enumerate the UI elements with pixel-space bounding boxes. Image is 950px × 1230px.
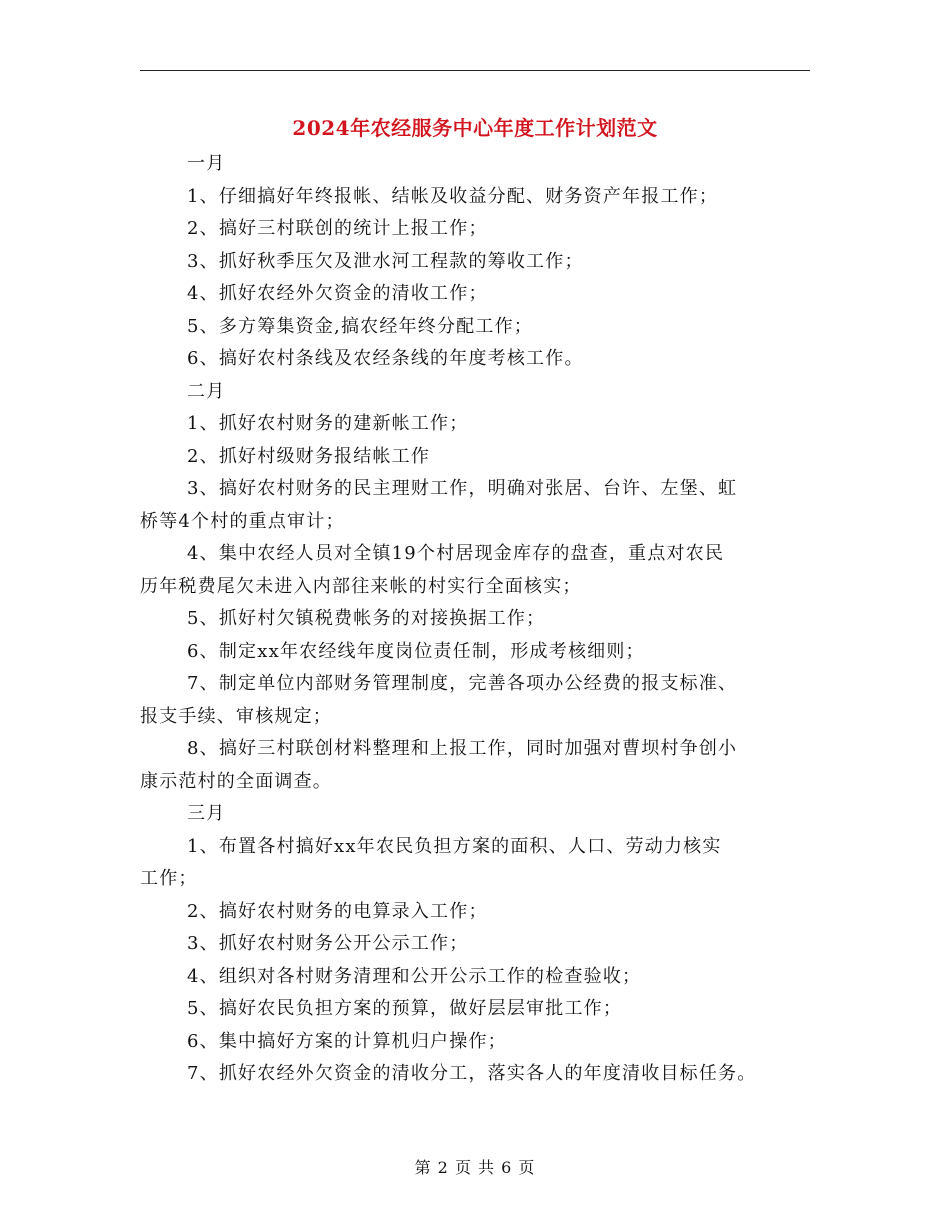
text-line: 桥等4个村的重点审计； <box>140 510 345 532</box>
text-line: 1、仔细搞好年终报帐、结帐及收益分配、财务资产年报工作； <box>187 185 719 207</box>
text-line: 7、制定单位内部财务管理制度，完善各项办公经费的报支标准、 <box>187 673 738 694</box>
text-line: 历年税费尾欠未进入内部往来帐的村实行全面核实； <box>140 575 582 597</box>
text-line: 5、搞好农民负担方案的预算，做好层层审批工作； <box>187 998 623 1019</box>
text-line: 二月 <box>187 380 226 402</box>
text-line: 2、搞好农村财务的电算录入工作； <box>187 900 488 922</box>
text-line: 6、搞好农村条线及农经条线的年度考核工作。 <box>187 348 584 369</box>
text-line: 2、抓好村级财务报结帐工作 <box>187 445 431 467</box>
text-line: 三月 <box>187 803 226 824</box>
text-line: 3、搞好农村财务的民主理财工作，明确对张居、台许、左堡、虹 <box>187 478 738 499</box>
text-line: 康示范村的全面调查。 <box>140 770 332 792</box>
text-line: 1、抓好农村财务的建新帐工作； <box>187 413 469 434</box>
text-line: 3、抓好秋季压欠及泄水河工程款的筹收工作； <box>187 250 584 272</box>
text-line: 8、搞好三村联创材料整理和上报工作，同时加强对曹坝村争创小 <box>187 738 738 759</box>
text-line: 4、组织对各村财务清理和公开公示工作的检查验收； <box>187 965 642 987</box>
text-line: 5、多方筹集资金,搞农经年终分配工作； <box>187 315 533 337</box>
text-line: 工作； <box>140 868 198 889</box>
text-line: 1、布置各村搞好xx年农民负担方案的面积、人口、劳动力核实 <box>187 835 722 857</box>
text-line: 一月 <box>187 153 226 174</box>
text-line: 3、抓好农村财务公开公示工作； <box>187 933 469 954</box>
text-line: 2、搞好三村联创的统计上报工作； <box>187 218 488 239</box>
text-line: 4、集中农经人员对全镇19个村居现金库存的盘查，重点对农民 <box>187 543 725 564</box>
document-body <box>140 148 820 1091</box>
text-line: 7、抓好农经外欠资金的清收分工，落实各人的年度清收目标任务。 <box>187 1063 757 1084</box>
text-line: 6、制定xx年农经线年度岗位责任制，形成考核细则； <box>187 640 645 662</box>
document-title: 2024年农经服务中心年度工作计划范文 <box>292 116 658 140</box>
text-line: 4、抓好农经外欠资金的清收工作； <box>187 283 488 304</box>
page-footer: 第 2 页 共 6 页 <box>414 1158 536 1177</box>
text-line: 6、集中搞好方案的计算机归户操作； <box>187 1030 507 1052</box>
header-rule <box>140 70 810 71</box>
text-line: 5、抓好村欠镇税费帐务的对接换据工作； <box>187 608 546 629</box>
text-line: 报支手续、审核规定； <box>140 705 332 727</box>
